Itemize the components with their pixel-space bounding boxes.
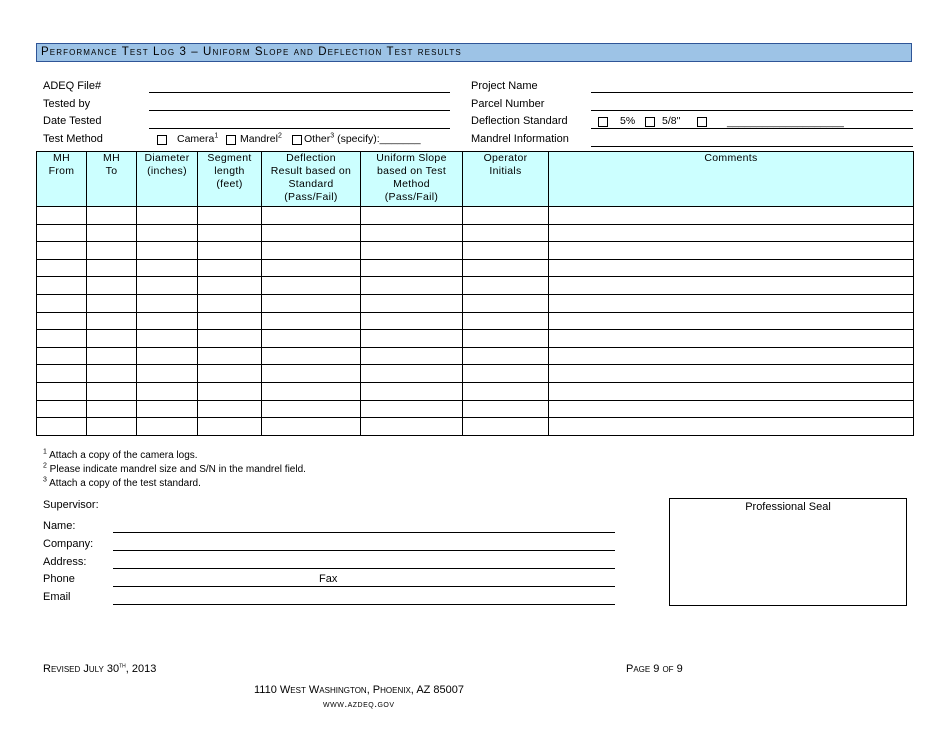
table-cell[interactable] [137, 312, 198, 330]
table-cell[interactable] [262, 277, 361, 295]
table-row [37, 259, 914, 277]
table-cell[interactable] [137, 382, 198, 400]
table-cell[interactable] [463, 224, 549, 242]
table-cell[interactable] [463, 312, 549, 330]
table-cell[interactable] [463, 365, 549, 383]
mandrel-option [240, 133, 282, 146]
table-cell[interactable] [198, 277, 262, 295]
table-cell[interactable] [262, 382, 361, 400]
table-cell[interactable] [262, 294, 361, 312]
deflection-5pct-label: 5% [620, 115, 636, 127]
table-cell[interactable] [463, 277, 549, 295]
table-cell[interactable] [198, 294, 262, 312]
mandrel-information-field[interactable] [591, 146, 913, 147]
table-cell[interactable] [361, 330, 463, 348]
footnote-1-text: Attach a copy of the camera logs. [46, 450, 198, 461]
phone-fax-field[interactable] [113, 586, 615, 587]
address-label: Address: [43, 556, 87, 568]
mandrel-footnote-ref: 2 [277, 132, 282, 140]
parcel-number-field[interactable] [591, 110, 913, 111]
table-cell[interactable] [463, 330, 549, 348]
adeq-file-field[interactable] [149, 92, 450, 93]
table-cell[interactable] [37, 207, 87, 225]
table-cell[interactable] [262, 365, 361, 383]
table-cell[interactable] [137, 400, 198, 418]
table-cell[interactable] [37, 400, 87, 418]
table-cell[interactable] [137, 365, 198, 383]
table-row [37, 277, 914, 295]
table-cell[interactable] [137, 207, 198, 225]
company-field[interactable] [113, 550, 615, 551]
other-checkbox[interactable] [292, 135, 302, 145]
table-cell[interactable] [361, 259, 463, 277]
table-cell[interactable] [549, 224, 914, 242]
table-cell[interactable] [37, 277, 87, 295]
name-label: Name: [43, 520, 76, 532]
tested-by-field[interactable] [149, 110, 450, 111]
table-cell[interactable] [549, 365, 914, 383]
table-row [37, 330, 914, 348]
adeq-file-label: ADEQ File# [43, 80, 102, 92]
table-cell[interactable] [87, 259, 137, 277]
table-cell[interactable] [549, 347, 914, 365]
parcel-number-label: Parcel Number [471, 98, 545, 110]
table-cell[interactable] [463, 207, 549, 225]
table-cell[interactable] [198, 382, 262, 400]
table-cell[interactable] [262, 347, 361, 365]
col-comments: Comments [549, 152, 914, 207]
table-cell[interactable] [137, 347, 198, 365]
page-number: Page 9 of 9 [626, 663, 683, 675]
table-cell[interactable] [37, 418, 87, 436]
table-cell[interactable] [463, 400, 549, 418]
table-row [37, 365, 914, 383]
table-cell[interactable] [361, 365, 463, 383]
col-mh-to: MH To [87, 152, 137, 207]
table-cell[interactable] [87, 207, 137, 225]
table-cell[interactable] [262, 418, 361, 436]
deflection-58-checkbox[interactable] [645, 117, 655, 127]
col-mh-from: MH From [37, 152, 87, 207]
table-cell[interactable] [87, 365, 137, 383]
table-cell[interactable] [37, 330, 87, 348]
professional-seal-label: Professional Seal [745, 501, 831, 513]
footer-address: 1110 West Washington, Phoenix, AZ 85007 [254, 684, 465, 696]
supervisor-label: Supervisor: [43, 499, 99, 511]
date-tested-label: Date Tested [43, 115, 102, 127]
table-cell[interactable] [361, 207, 463, 225]
table-cell[interactable] [463, 347, 549, 365]
deflection-5pct-checkbox[interactable] [598, 117, 608, 127]
table-cell[interactable] [463, 242, 549, 260]
table-cell[interactable] [87, 294, 137, 312]
table-cell[interactable] [549, 277, 914, 295]
table-cell[interactable] [549, 418, 914, 436]
test-log-table [36, 151, 914, 436]
phone-label: Phone [43, 573, 75, 585]
project-name-label: Project Name [471, 80, 538, 92]
table-cell[interactable] [262, 242, 361, 260]
fax-label: Fax [319, 573, 338, 585]
col-deflection-result: Deflection Result based on Standard (Pass/Fail) [262, 152, 361, 207]
date-tested-field[interactable] [149, 128, 450, 129]
table-cell[interactable] [262, 207, 361, 225]
other-option [304, 133, 421, 146]
table-cell[interactable] [463, 294, 549, 312]
mandrel-information-label: Mandrel Information [471, 133, 569, 145]
address-field[interactable] [113, 568, 615, 569]
revision-date [43, 663, 156, 675]
table-cell[interactable] [137, 224, 198, 242]
table-cell[interactable] [262, 312, 361, 330]
company-label: Company: [43, 538, 94, 550]
table-cell[interactable] [262, 224, 361, 242]
table-cell[interactable] [463, 259, 549, 277]
project-name-field[interactable] [591, 92, 913, 93]
table-cell[interactable] [87, 242, 137, 260]
footnote-3 [43, 477, 201, 490]
table-header-row [37, 152, 914, 207]
table-cell[interactable] [361, 277, 463, 295]
deflection-standard-label: Deflection Standard [471, 115, 568, 127]
table-cell[interactable] [37, 242, 87, 260]
table-cell[interactable] [549, 294, 914, 312]
table-cell[interactable] [37, 347, 87, 365]
table-row [37, 418, 914, 436]
table-cell[interactable] [549, 400, 914, 418]
col-uniform-slope: Uniform Slope based on Test Method (Pass/Fail) [361, 152, 463, 207]
deflection-other-checkbox[interactable] [697, 117, 707, 127]
footnote-1-marker: 1 [43, 448, 47, 456]
table-cell[interactable] [361, 242, 463, 260]
footnote-3-text: Attach a copy of the test standard. [46, 478, 201, 489]
table-cell[interactable] [137, 242, 198, 260]
table-cell[interactable] [37, 294, 87, 312]
col-diameter: Diameter (inches) [137, 152, 198, 207]
table-cell[interactable] [87, 224, 137, 242]
table-cell[interactable] [198, 242, 262, 260]
table-row [37, 242, 914, 260]
table-cell[interactable] [463, 382, 549, 400]
table-row [37, 382, 914, 400]
col-segment-length: Segment length (feet) [198, 152, 262, 207]
table-cell[interactable] [361, 418, 463, 436]
table-cell[interactable] [361, 224, 463, 242]
other-footnote-ref: 3 [330, 132, 335, 140]
table-body [37, 207, 914, 436]
table-cell[interactable] [549, 382, 914, 400]
table-cell[interactable] [137, 277, 198, 295]
deflection-standard-rule [591, 128, 913, 129]
name-field[interactable] [113, 532, 615, 533]
table-cell[interactable] [262, 259, 361, 277]
revision-date-suffix: , 2013 [125, 663, 157, 675]
table-cell[interactable] [37, 259, 87, 277]
tested-by-label: Tested by [43, 98, 91, 110]
mandrel-label: Mandrel [240, 133, 278, 145]
test-method-label: Test Method [43, 133, 103, 145]
table-cell[interactable] [137, 418, 198, 436]
table-cell[interactable] [87, 418, 137, 436]
table-row [37, 294, 914, 312]
table-cell[interactable] [262, 330, 361, 348]
table-row [37, 312, 914, 330]
table-cell[interactable] [198, 259, 262, 277]
table-cell[interactable] [361, 347, 463, 365]
table-cell[interactable] [87, 400, 137, 418]
camera-footnote-ref: 1 [214, 132, 219, 140]
table-cell[interactable] [549, 312, 914, 330]
table-cell[interactable] [87, 382, 137, 400]
footnote-2-marker: 2 [43, 462, 47, 470]
table-row [37, 347, 914, 365]
footnote-2 [43, 463, 306, 476]
table-cell[interactable] [198, 418, 262, 436]
other-specify: (specify):_______ [334, 133, 421, 145]
deflection-58-label: 5/8" [662, 115, 681, 127]
table-cell[interactable] [549, 259, 914, 277]
table-cell[interactable] [137, 294, 198, 312]
table-row [37, 207, 914, 225]
table-cell[interactable] [198, 330, 262, 348]
table-cell[interactable] [361, 312, 463, 330]
footnote-1 [43, 449, 198, 462]
col-operator-initials: Operator Initials [463, 152, 549, 207]
email-field[interactable] [113, 604, 615, 605]
footer-website: www.azdeq.gov [323, 699, 395, 710]
deflection-other-field[interactable]: ____________________ [727, 116, 844, 128]
table-cell[interactable] [549, 207, 914, 225]
table-row [37, 400, 914, 418]
table-cell[interactable] [549, 330, 914, 348]
table-cell[interactable] [198, 347, 262, 365]
footnote-3-marker: 3 [43, 476, 47, 484]
table-cell[interactable] [198, 400, 262, 418]
table-cell[interactable] [198, 365, 262, 383]
mandrel-checkbox[interactable] [226, 135, 236, 145]
table-cell[interactable] [37, 382, 87, 400]
table-cell[interactable] [198, 312, 262, 330]
table-cell[interactable] [87, 347, 137, 365]
table-cell[interactable] [37, 312, 87, 330]
table-cell[interactable] [262, 400, 361, 418]
table-cell[interactable] [463, 418, 549, 436]
table-cell[interactable] [37, 224, 87, 242]
table-cell[interactable] [198, 207, 262, 225]
other-label: Other [304, 133, 331, 145]
footnote-2-text: Please indicate mandrel size and S/N in the mandrel field. [46, 464, 306, 475]
table-cell[interactable] [549, 242, 914, 260]
table-row [37, 224, 914, 242]
form-title: Performance Test Log 3 – Uniform Slope and Deflection Test results [36, 43, 912, 62]
table-cell[interactable] [137, 259, 198, 277]
table-cell[interactable] [37, 365, 87, 383]
camera-label: Camera [177, 133, 215, 145]
revision-date-prefix: Revised July 30 [43, 663, 120, 675]
professional-seal-box [669, 498, 907, 606]
table-cell[interactable] [361, 400, 463, 418]
table-cell[interactable] [87, 277, 137, 295]
table-cell[interactable] [198, 224, 262, 242]
revision-date-sup: th [119, 662, 126, 670]
table-cell[interactable] [361, 382, 463, 400]
camera-option [177, 133, 218, 146]
table-cell[interactable] [87, 312, 137, 330]
email-label: Email [43, 591, 71, 603]
table-cell[interactable] [137, 330, 198, 348]
camera-checkbox[interactable] [157, 135, 167, 145]
table-cell[interactable] [87, 330, 137, 348]
table-cell[interactable] [361, 294, 463, 312]
